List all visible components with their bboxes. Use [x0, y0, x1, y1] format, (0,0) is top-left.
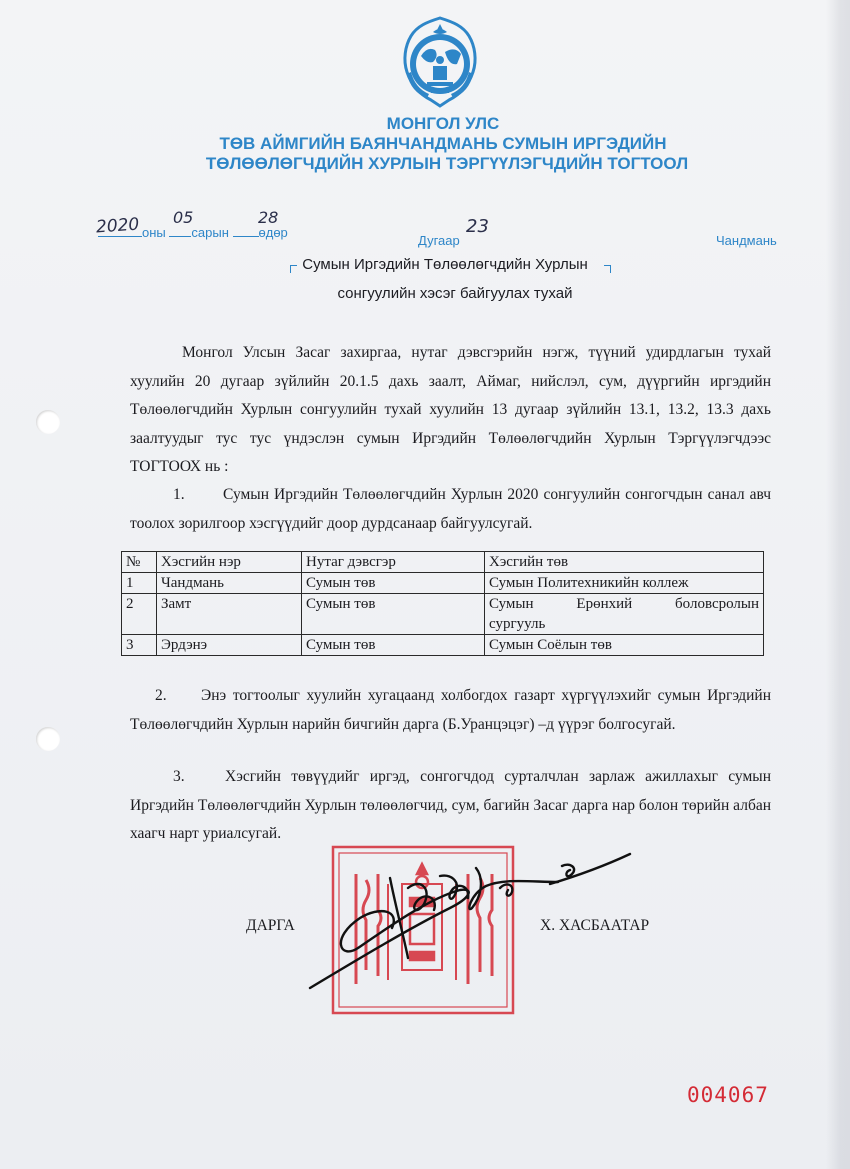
- table-cell: Чандмань: [157, 573, 302, 594]
- table-cell: Сумын Соёлын төв: [485, 635, 764, 656]
- year-label: оны: [142, 225, 166, 240]
- table-cell: 1: [122, 573, 157, 594]
- item-2-number: 2.: [155, 687, 167, 704]
- table-cell: Сумын төв: [302, 594, 485, 635]
- handwritten-month: 05: [173, 208, 194, 227]
- date-line: [98, 225, 288, 240]
- item-3-text: Хэсгийн төвүүдийг иргэд, сонгогчдод сурталчлан зарлаж ажиллахыг сумын Иргэдийн Төлөөлөгчдийн Хурлын төлөөлөгчид, сум, багийн Засаг дарга нар болон төрийн албан хаагч нарт уриалсугай.: [130, 768, 771, 842]
- day-label: өдөр: [258, 225, 288, 240]
- table-cell: [485, 594, 764, 635]
- table-cell-line: сургууль: [489, 616, 546, 632]
- signatory-title: ДАРГА: [246, 917, 295, 934]
- table-header-cell: Хэсгийн төв: [485, 552, 764, 573]
- table-cell: Сумын төв: [302, 635, 485, 656]
- header-document-type: ТӨЛӨӨЛӨГЧДИЙН ХУРЛЫН ТЭРГҮҮЛЭГЧДИЙН ТОГТООЛ: [205, 154, 689, 173]
- polling-sections-table: [121, 551, 764, 656]
- serial-number: 004067: [687, 1083, 769, 1107]
- page-edge-shadow: [826, 0, 850, 1169]
- table-cell: 2: [122, 594, 157, 635]
- table-cell: Эрдэнэ: [157, 635, 302, 656]
- soyombo-state-emblem-icon: [397, 16, 483, 108]
- signatory-name: Х. ХАСБААТАР: [540, 917, 650, 934]
- month-blank: [169, 236, 191, 237]
- day-blank: [233, 236, 259, 237]
- table-cell: Сумын Политехникийн коллеж: [485, 573, 764, 594]
- resolution-item-2: [130, 682, 771, 739]
- table-cell: 3: [122, 635, 157, 656]
- month-label: сарын: [191, 225, 229, 240]
- table-cell-line: Сумын Ерөнхий боловсролын: [489, 596, 759, 612]
- header-country: МОНГОЛ УЛС: [386, 114, 500, 133]
- table-header-row: [122, 552, 764, 573]
- handwritten-day: 28: [258, 208, 279, 227]
- handwritten-year: 2020: [95, 214, 140, 238]
- resolution-item-3: [130, 763, 771, 849]
- item-3-number: 3.: [173, 768, 185, 785]
- table-cell: Замт: [157, 594, 302, 635]
- year-blank: [98, 236, 142, 237]
- place-label: Чандмань: [716, 233, 777, 248]
- table-header-cell: Хэсгийн нэр: [157, 552, 302, 573]
- table-cell: Сумын төв: [302, 573, 485, 594]
- punch-hole: [36, 727, 60, 751]
- table-row: [122, 594, 764, 635]
- table-header-cell: Нутаг дэвсгэр: [302, 552, 485, 573]
- table-row: [122, 573, 764, 594]
- number-label: Дугаар: [418, 233, 460, 248]
- table-header-cell: №: [122, 552, 157, 573]
- item-2-text: Энэ тогтоолыг хуулийн хугацаанд холбогдох газарт хүргүүлэхийг сумын Иргэдийн Төлөөлөгчдийн Хурлын нарийн бичгийн дарга (Б.Уранцэцэг) –д үүрэг болгосугай.: [130, 687, 771, 733]
- table-row: [122, 635, 764, 656]
- subject-line-2: сонгуулийн хэсэг байгуулах тухай: [337, 285, 573, 302]
- preamble-paragraph: Монгол Улсын Засаг захиргаа, нутаг дэвсгэрийн нэгж, түүний удирдлагын тухай хуулийн 20 дугаар зүйлийн 20.1.5 дахь заалт, Аймаг, нийслэл, сум, дүүргийн иргэдийн Төлөөлөгчдийн Хурлын сонгуулийн тухай хуулийн 13 дугаар зүйлийн 13.1, 13.2, 13.3 дахь заалтуудыг тус тус үндэслэн сумын Иргэдийн Төлөөлөгчдийн Хурлын Тэргүүлэгчдээс ТОГТООХ нь :: [130, 344, 771, 475]
- handwritten-number: 23: [466, 216, 489, 237]
- header-organization: ТӨВ АЙМГИЙН БАЯНЧАНДМАНЬ СУМЫН ИРГЭДИЙН: [219, 134, 667, 153]
- resolution-item-1: [130, 481, 771, 538]
- punch-hole: [36, 410, 60, 434]
- subject-line-1: Сумын Иргэдийн Төлөөлөгчдийн Хурлын: [302, 256, 588, 273]
- item-1-text: Сумын Иргэдийн Төлөөлөгчдийн Хурлын 2020 сонгуулийн сонгогчдын санал авч тоолох зорилгоор хэсгүүдийг доор дурдсанаар байгуулсугай.: [130, 486, 771, 532]
- item-1-number: 1.: [173, 486, 185, 503]
